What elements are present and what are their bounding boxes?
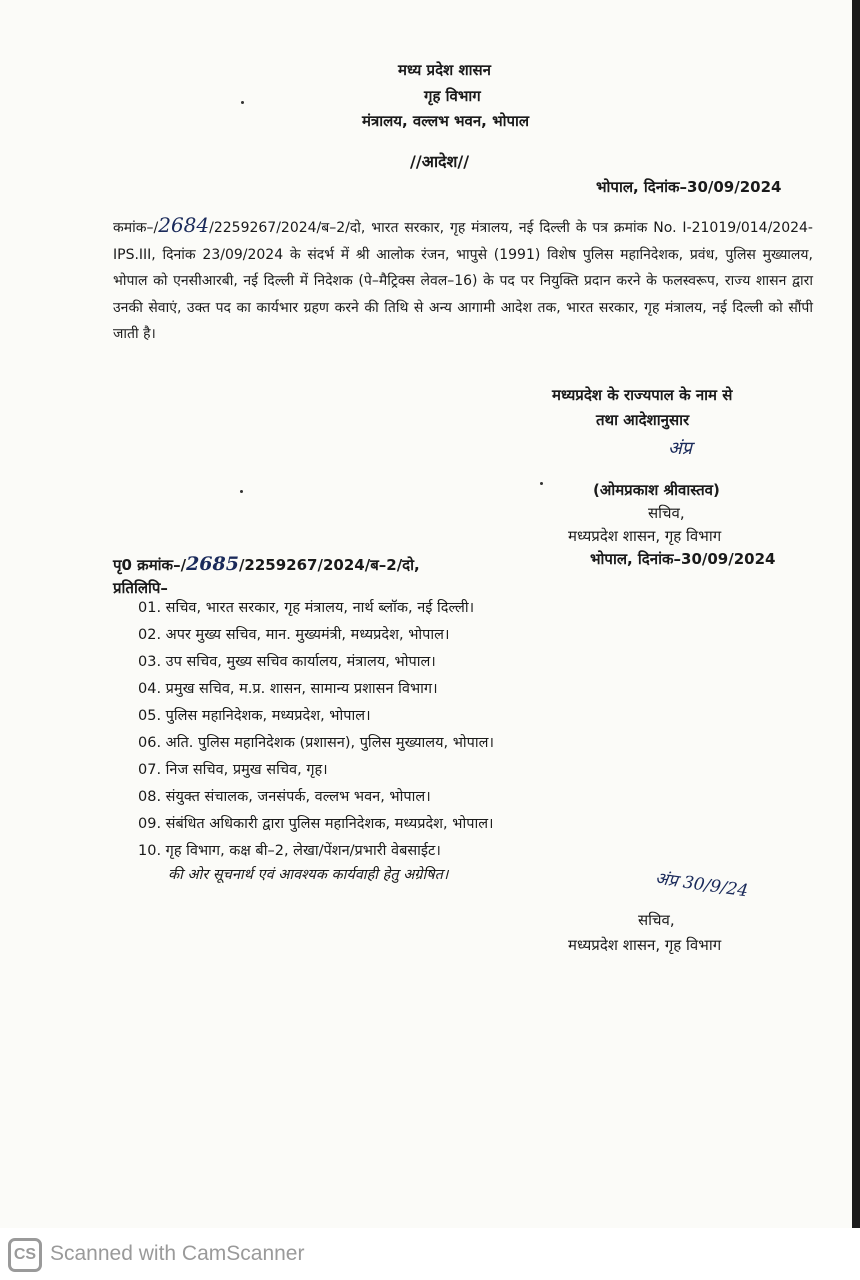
signatory-designation: सचिव, <box>648 504 685 522</box>
header-department: गृह विभाग <box>424 87 481 105</box>
signatory-department: मध्यप्रदेश शासन, गृह विभाग <box>568 527 722 545</box>
watermark-text: Scanned with CamScanner <box>50 1242 305 1265</box>
order-body-text: /2259267/2024/ब–2/दो, भारत सरकार, गृह मंत्रालय, नई दिल्ली के पत्र क्रमांक No. I-21019/014/2024-IPS.III, दिनांक 23/09/2024 के संदर्भ में श्री आलोक रंजन, भापुसे (1991) विशेष पुलिस महानिदेशक, प्रवंध, पुलिस मुख्यालय, भोपाल को एनसीआरबी, नई दिल्ली में निदेशक (पे–मैट्रिक्स लेवल–16) के पद पर नियुक्ति प्रदान करने के फलस्वरूप, राज्य शासन द्वारा उनकी सेवाएं, उक्त पद का कार्यभार ग्रहण करने की तिथि से अन्य आगामी आदेश तक, भारत सरकार, गृह मंत्रालय, नई दिल्ली को सौंपी जाती है। <box>113 220 813 342</box>
speck <box>240 490 243 493</box>
copy-list-item: 08. संयुक्त संचालक, जनसंपर्क, वल्लभ भवन, भोपाल। <box>138 789 431 805</box>
forward-note: की ओर सूचनार्थ एवं आवश्यक कार्यवाही हेतु अग्रेषित। <box>168 867 449 883</box>
header-address: मंत्रालय, वल्लभ भवन, भोपाल <box>362 112 530 130</box>
endorsement-number <box>113 553 420 575</box>
copy-list-item: 04. प्रमुख सचिव, म.प्र. शासन, सामान्य प्रशासन विभाग। <box>138 681 438 697</box>
endorsement-suffix: /2259267/2024/ब–2/दो, <box>238 556 420 574</box>
order-body <box>113 212 813 348</box>
endorsement-prefix: पृ0 क्रमांक–/ <box>113 556 187 574</box>
signature-1: अंप्र <box>668 438 692 459</box>
order-date: भोपाल, दिनांक–30/09/2024 <box>596 178 782 196</box>
order-title: //आदेश// <box>410 152 470 171</box>
endorsement-number-handwritten: 2685 <box>186 553 239 575</box>
signature-2: अंप्र 30/9/24 <box>653 868 750 902</box>
governor-line2: तथा आदेशानुसार <box>596 411 690 429</box>
camscanner-logo-icon: CS <box>8 1238 42 1272</box>
copy-label: प्रतिलिपि– <box>113 579 168 597</box>
copy-list-item: 09. संबंधित अधिकारी द्वारा पुलिस महानिदेशक, मध्यप्रदेश, भोपाल। <box>138 816 494 832</box>
copy-list-item: 02. अपर मुख्य सचिव, मान. मुख्यमंत्री, मध्यप्रदेश, भोपाल। <box>138 627 450 643</box>
speck <box>540 482 543 485</box>
speck <box>241 101 244 104</box>
order-number-prefix: कमांक–/ <box>113 220 159 236</box>
copy-list-item: 06. अति. पुलिस महानिदेशक (प्रशासन), पुलिस मुख्यालय, भोपाल। <box>138 735 494 751</box>
secretary-designation: सचिव, <box>638 911 675 929</box>
copy-list-item: 10. गृह विभाग, कक्ष बी–2, लेखा/पेंशन/प्रभारी वेबसाईट। <box>138 843 441 859</box>
endorsement-date: भोपाल, दिनांक–30/09/2024 <box>590 550 776 568</box>
governor-line1: मध्यप्रदेश के राज्यपाल के नाम से <box>552 386 733 404</box>
copy-list-item: 03. उप सचिव, मुख्य सचिव कार्यालय, मंत्रालय, भोपाल। <box>138 654 436 670</box>
copy-list-item: 07. निज सचिव, प्रमुख सचिव, गृह। <box>138 762 328 778</box>
scanner-watermark <box>0 1228 860 1280</box>
copy-list-item: 05. पुलिस महानिदेशक, मध्यप्रदेश, भोपाल। <box>138 708 371 724</box>
copy-list-item: 01. सचिव, भारत सरकार, गृह मंत्रालय, नार्थ ब्लॉक, नई दिल्ली। <box>138 600 475 616</box>
order-number-handwritten: 2684 <box>158 213 210 237</box>
signatory-name: (ओमप्रकाश श्रीवास्तव) <box>593 481 720 499</box>
header-government: मध्य प्रदेश शासन <box>398 61 492 79</box>
secretary-department: मध्यप्रदेश शासन, गृह विभाग <box>568 936 722 954</box>
